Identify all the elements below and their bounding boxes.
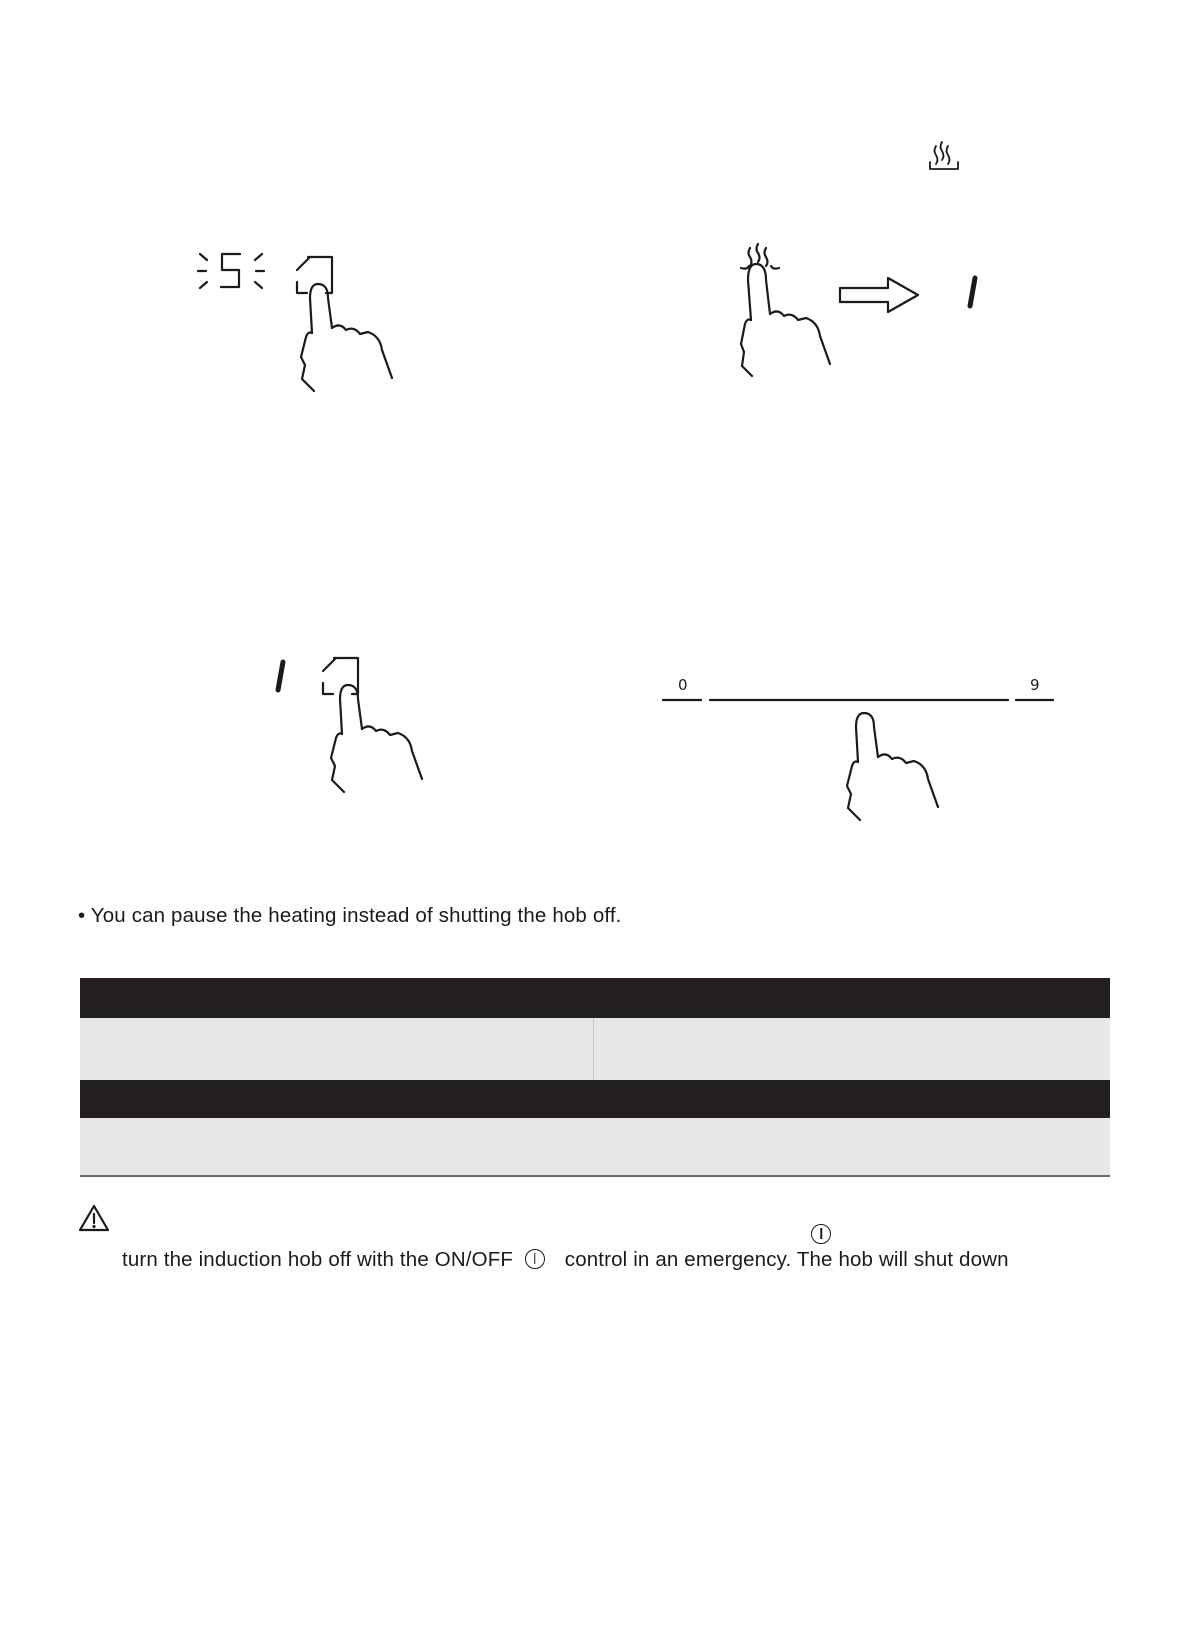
table-row (80, 1018, 1110, 1080)
finger-icon (846, 712, 950, 824)
slider-bar-icon (662, 698, 1054, 702)
keep-warm-icon (928, 140, 962, 172)
table-bottom-rule (80, 1175, 1110, 1177)
display-digit-icon (274, 660, 286, 692)
pause-heating-note: • You can pause the heating instead of shutting the hob off. (78, 904, 622, 927)
warning-text-end: control in an emergency. The hob will shut down (564, 1248, 1009, 1271)
table-header-row (80, 978, 1110, 1018)
display-digit-icon (966, 276, 978, 308)
table-column-divider (593, 1018, 594, 1080)
finger-icon (300, 283, 400, 395)
warning-text (122, 1248, 1009, 1272)
finger-icon (740, 262, 840, 380)
blinking-digit-icon (198, 250, 264, 294)
power-icon (811, 1224, 831, 1244)
slider-min-label: 0 (678, 676, 688, 694)
slider-max-label: 9 (1030, 676, 1040, 694)
warning-icon (78, 1204, 110, 1232)
warning-text-start: turn the induction hob off with the ON/OFF (122, 1248, 514, 1271)
arrow-right-icon (838, 276, 920, 314)
finger-icon (330, 684, 430, 796)
table-row (80, 1118, 1110, 1175)
table-header-row (80, 1080, 1110, 1118)
power-icon (525, 1249, 545, 1269)
